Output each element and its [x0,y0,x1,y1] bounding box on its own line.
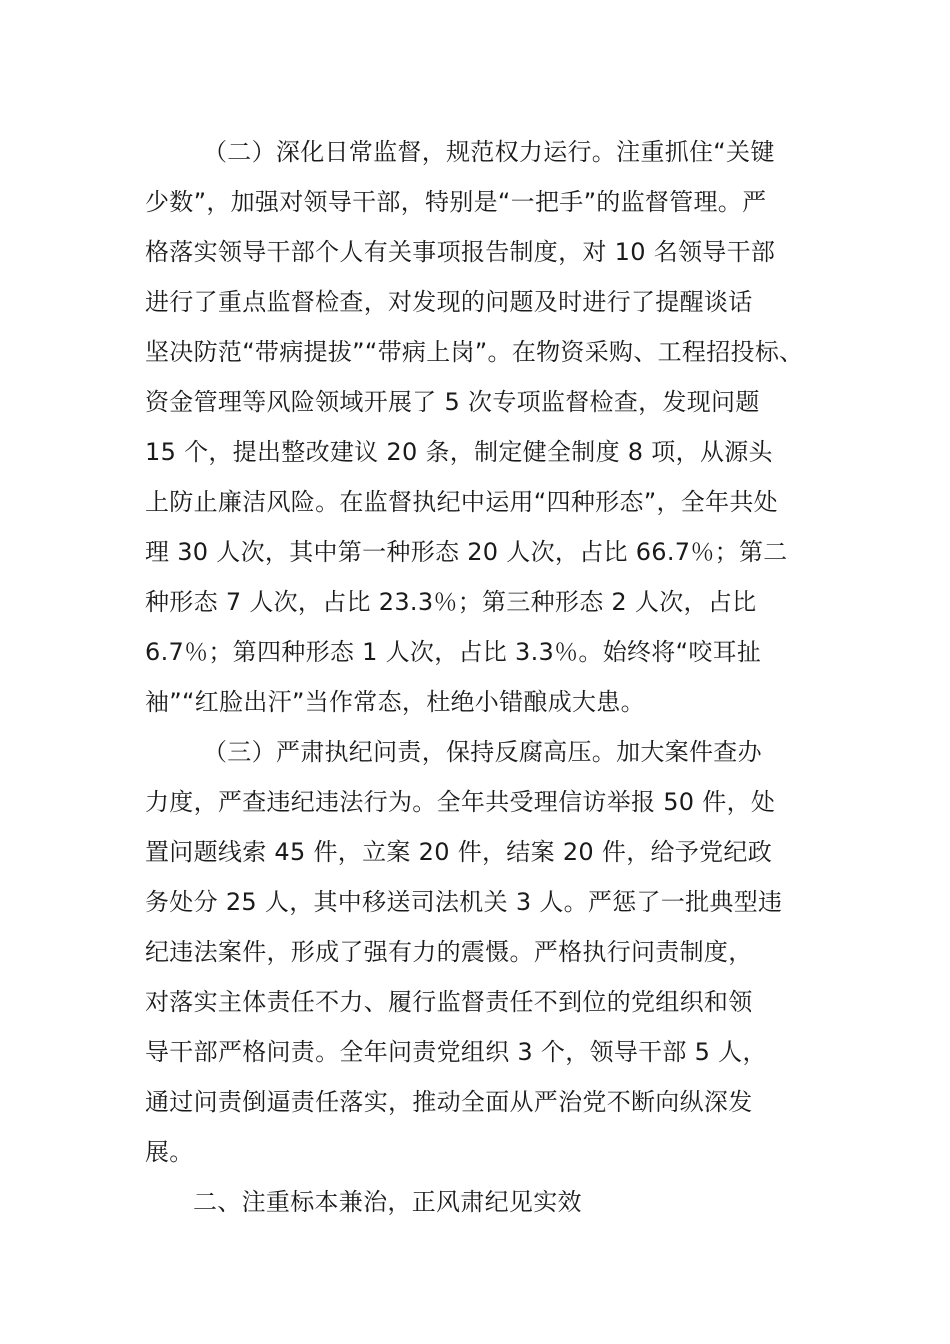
paragraph-line: 力度，严查违纪违法行为。全年共受理信访举报 50 件，处 [145,788,776,816]
paragraph-line: 6.7％；第四种形态 1 人次，占比 3.3％。始终将“咬耳扯 [145,638,762,666]
paragraph-line: 对落实主体责任不力、履行监督责任不到位的党组织和领 [145,988,753,1016]
paragraph-line: 通过问责倒逼责任落实，推动全面从严治党不断向纵深发 [145,1088,753,1116]
paragraph-line: 展。 [145,1138,194,1166]
paragraph-line: 15 个，提出整改建议 20 条，制定健全制度 8 项，从源头 [145,438,773,466]
paragraph-supervision [145,127,825,727]
paragraph-line: 上防止廉洁风险。在监督执纪中运用“四种形态”，全年共处 [145,488,778,516]
section-heading: 二、注重标本兼治，正风肃纪见实效 [193,1188,582,1216]
document-body [145,127,825,1227]
paragraph-line: 袖”“红脸出汗”当作常态，杜绝小错酿成大患。 [145,688,645,716]
paragraph-line: 少数”，加强对领导干部，特别是“一把手”的监督管理。严 [145,188,767,216]
paragraph-line: 格落实领导干部个人有关事项报告制度，对 10 名领导干部 [145,238,776,266]
paragraph-line: 种形态 7 人次，占比 23.3％；第三种形态 2 人次，占比 [145,588,757,616]
paragraph-line: 纪违法案件，形成了强有力的震慑。严格执行问责制度， [145,938,753,966]
paragraph-line: 进行了重点监督检查，对发现的问题及时进行了提醒谈话 [145,288,753,316]
section-heading-block [145,1177,825,1227]
paragraph-line: （三）严肃执纪问责，保持反腐高压。加大案件查办 [203,738,762,766]
paragraph-line: 导干部严格问责。全年问责党组织 3 个，领导干部 5 人， [145,1038,767,1066]
paragraph-accountability [145,727,825,1177]
paragraph-line: 理 30 人次，其中第一种形态 20 人次，占比 66.7％；第二 [145,538,788,566]
paragraph-line: 务处分 25 人，其中移送司法机关 3 人。严惩了一批典型违 [145,888,783,916]
paragraph-line: 坚决防范“带病提拔”“带病上岗”。在物资采购、工程招投标、 [145,338,804,366]
paragraph-line: 置问题线索 45 件，立案 20 件，结案 20 件，给予党纪政 [145,838,772,866]
paragraph-line: （二）深化日常监督，规范权力运行。注重抓住“关键 [203,138,775,166]
paragraph-line: 资金管理等风险领域开展了 5 次专项监督检查，发现问题 [145,388,760,416]
